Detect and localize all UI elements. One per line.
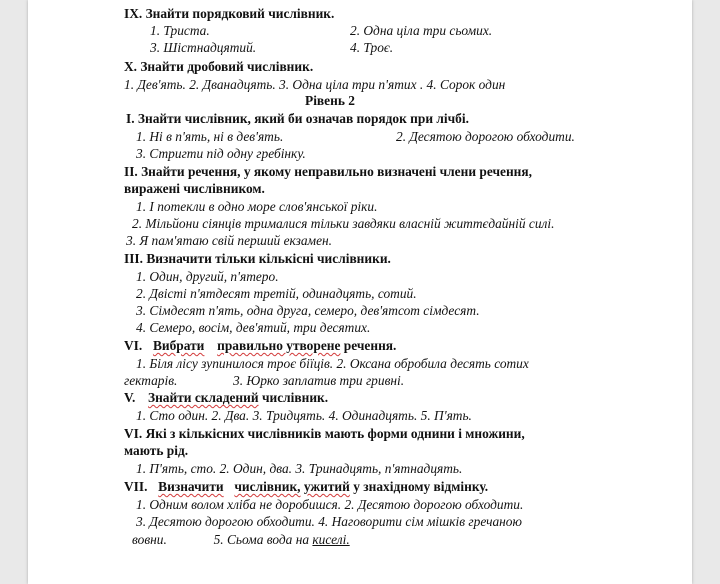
level2-task-5-word-find-compound: Знайти складений: [148, 390, 259, 405]
level2-task-4-word-choose: Вибрати: [152, 338, 205, 353]
level2-task-7-word-kysseli: киселі.: [312, 532, 350, 547]
level2-task-7-word-numeral: числівник,: [234, 479, 301, 494]
section-9-option-1: 1. Триста.: [150, 23, 210, 38]
level2-task-3-title: III. Визначити тільки кількісні числівники.: [124, 251, 391, 266]
level2-task-4-word-sentence: речення.: [343, 338, 397, 353]
section-9-option-2: 2. Одна ціла три сьомих.: [350, 23, 493, 38]
level2-task-1-option-1: 1. Ні в п'ять, ні в дев'ять.: [136, 129, 284, 144]
level2-task-3-option-4: 4. Семеро, восім, дев'ятий, три десятих.: [136, 320, 371, 335]
level2-task-4-title: [124, 337, 396, 354]
section-10-title: X. Знайти дробовий числівник.: [124, 59, 314, 74]
level2-task-5-title: [124, 389, 328, 406]
document-page: [28, 0, 692, 584]
level2-task-5-options: 1. Сто один. 2. Два. 3. Тридцять. 4. Одинадцять. 5. П'ять.: [136, 408, 472, 423]
section-9-option-4: 4. Троє.: [350, 40, 394, 55]
level2-task-7-word-used: ужитий: [303, 479, 350, 494]
level2-task-7-word-determine: Визначити: [158, 479, 224, 494]
level2-task-5-word-numeral: числівник.: [261, 390, 329, 405]
level2-task-6-options: 1. П'ять, сто. 2. Один, два. 3. Тринадцять, п'ятнадцять.: [136, 461, 463, 476]
level2-task-3-option-1: 1. Один, другий, п'ятеро.: [136, 269, 279, 284]
level2-task-1-title: І. Знайти числівник, який би означав порядок при лічбі.: [126, 111, 469, 126]
level2-task-7-options-line-3: [132, 531, 350, 548]
level2-task-7-title: [124, 478, 488, 495]
level2-task-2-option-3: 3. Я пам'ятаю свій перший екзамен.: [126, 233, 333, 248]
level2-task-4-options-line-1: 1. Біля лісу зупинилося троє біїців. 2. Оксана обробила десять сотих: [136, 356, 529, 371]
level2-task-7-word-accusative: у знахідному відмінку.: [353, 479, 489, 494]
level2-task-7-options-line-2: 3. Десятою дорогою обходити. 4. Наговорити сім мішків гречаною: [136, 514, 522, 529]
level2-task-7-number: VII.: [124, 479, 148, 494]
section-9-option-3: 3. Шістнадцятий.: [150, 40, 257, 55]
section-9-title: IX. Знайти порядковий числівник.: [124, 6, 335, 21]
level2-task-4-options-line-2b: 3. Юрко заплатив три гривні.: [233, 373, 405, 388]
level2-task-4-number: VI.: [124, 338, 143, 353]
level2-task-2-title-cont: виражені числівником.: [124, 181, 265, 196]
level2-task-3-option-2: 2. Двісті п'ятдесят третій, одинадцять, сотий.: [136, 286, 417, 301]
level2-task-7-options-line-1: 1. Одним волом хліба не доробишся. 2. Десятою дорогою обходити.: [136, 497, 524, 512]
level2-task-4-word-correctly-formed: правильно утворене: [217, 338, 341, 353]
level2-task-7-word-wool: вовни.: [132, 532, 167, 547]
level2-task-1-option-3: 3. Стригти під одну гребінку.: [136, 146, 306, 161]
level2-task-7-option-5: 5. Сьома вода на: [213, 532, 310, 547]
level2-task-2-option-1: 1. І потекли в одно море слов'янської ріки.: [136, 199, 378, 214]
level2-task-1-option-2: 2. Десятою дорогою обходити.: [396, 129, 575, 144]
level-heading: Рівень 2: [305, 93, 355, 108]
level2-task-4-options-line-2a: гектарів.: [124, 373, 178, 388]
level2-task-6-title-cont: мають рід.: [124, 443, 189, 458]
level2-task-3-option-3: 3. Сімдесят п'ять, одна друга, семеро, дев'ятсот сімдесят.: [136, 303, 480, 318]
level2-task-2-option-2: 2. Мільйони сіянців трималися тільки завдяки власній життєдайній силі.: [132, 216, 555, 231]
level2-task-2-title: II. Знайти речення, у якому неправильно визначені члени речення,: [124, 164, 532, 179]
level2-task-6-title: VI. Які з кількісних числівників мають форми однини і множини,: [124, 426, 525, 441]
level2-task-5-number: V.: [124, 390, 136, 405]
section-10-options: 1. Дев'ять. 2. Дванадцять. 3. Одна ціла три п'ятих . 4. Сорок один: [124, 77, 506, 92]
